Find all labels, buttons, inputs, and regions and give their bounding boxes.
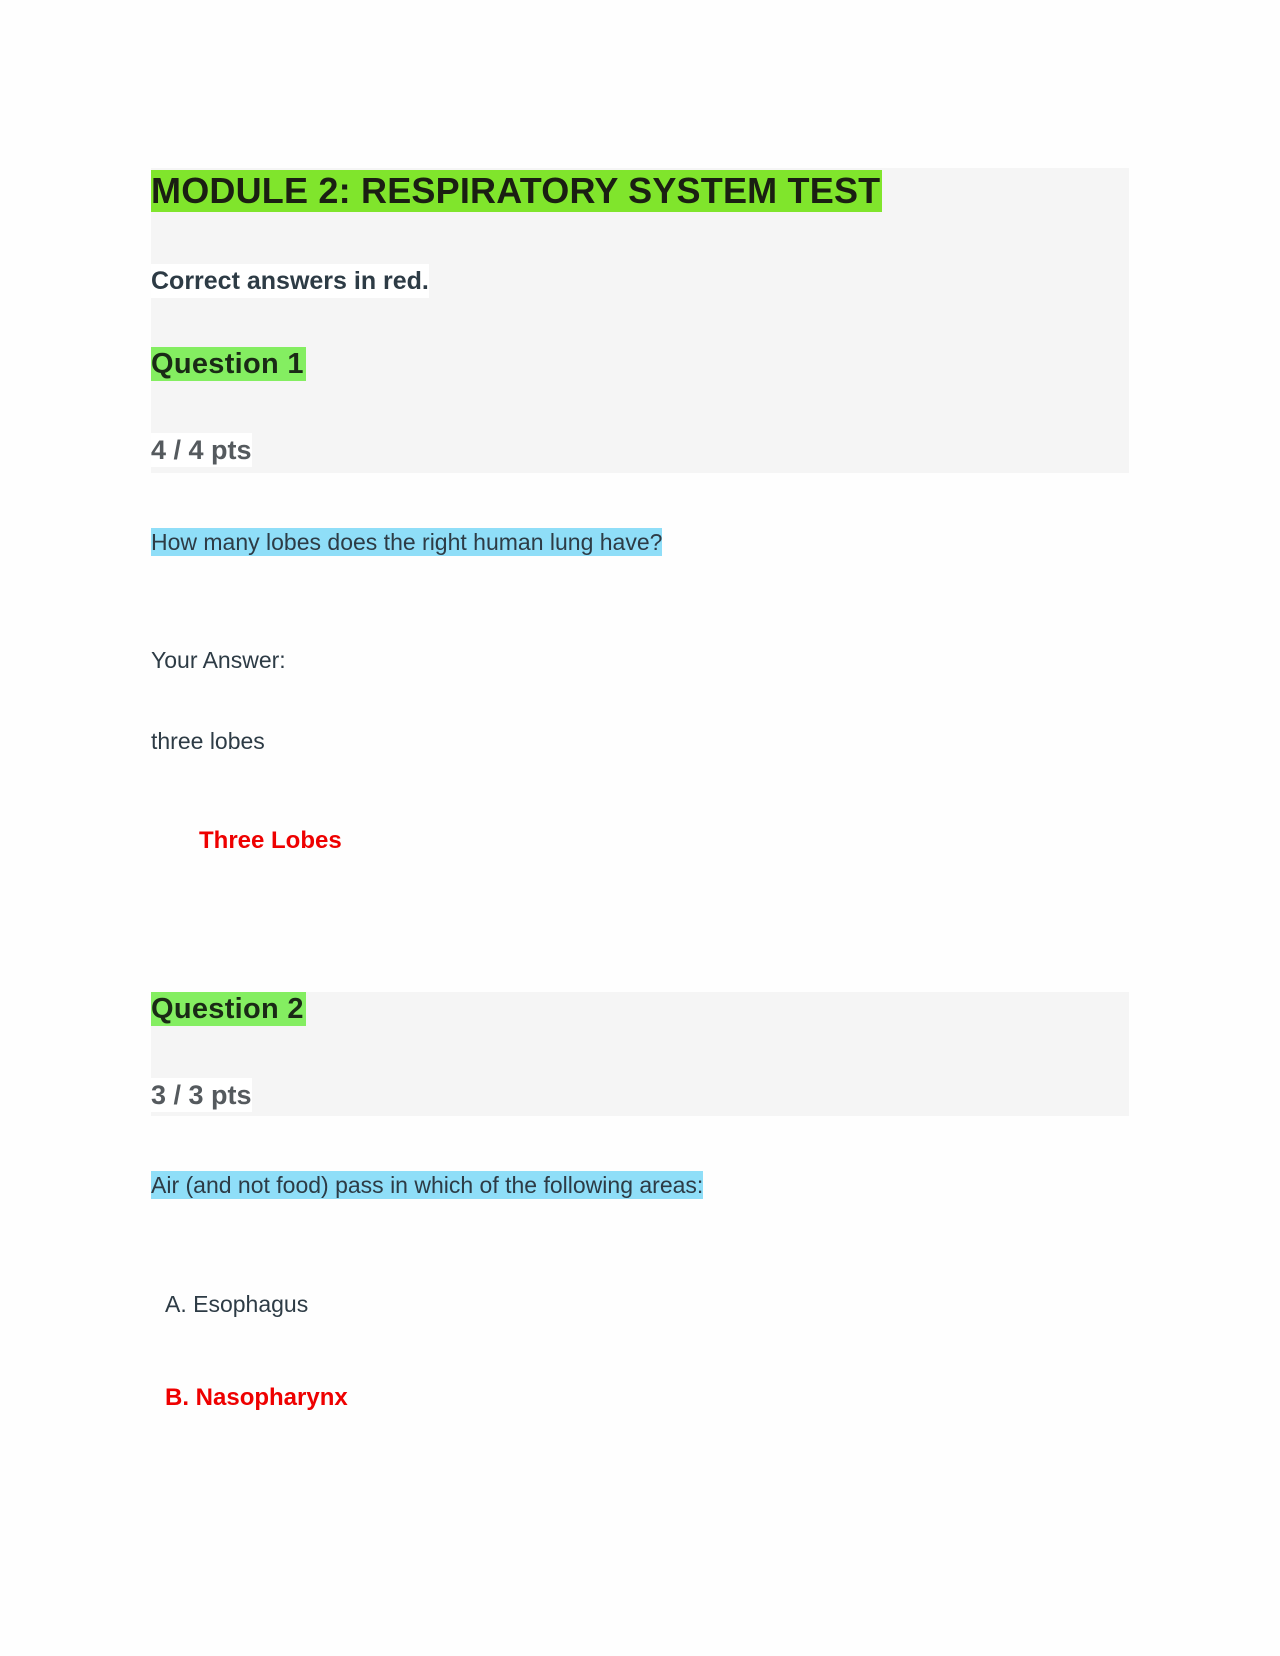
answer-option-b-correct: B. Nasopharynx: [165, 1384, 348, 1411]
question-2-points: 3 / 3 pts: [151, 1080, 252, 1110]
header-band-question-1: [151, 168, 1129, 473]
document-title: MODULE 2: RESPIRATORY SYSTEM TEST: [151, 170, 881, 211]
question-1-prompt: How many lobes does the right human lung have?: [151, 529, 663, 555]
correct-answer: Three Lobes: [199, 827, 342, 854]
your-answer-value: three lobes: [151, 728, 265, 754]
document-subtitle: Correct answers in red.: [151, 264, 429, 298]
answer-option-a: A. Esophagus: [165, 1291, 309, 1317]
question-2-prompt: Air (and not food) pass in which of the following areas:: [151, 1172, 704, 1198]
your-answer-label: Your Answer:: [151, 647, 286, 673]
question-1-points: 4 / 4 pts: [151, 435, 252, 465]
question-1-heading: Question 1: [151, 348, 304, 380]
question-2-heading: Question 2: [151, 993, 304, 1025]
